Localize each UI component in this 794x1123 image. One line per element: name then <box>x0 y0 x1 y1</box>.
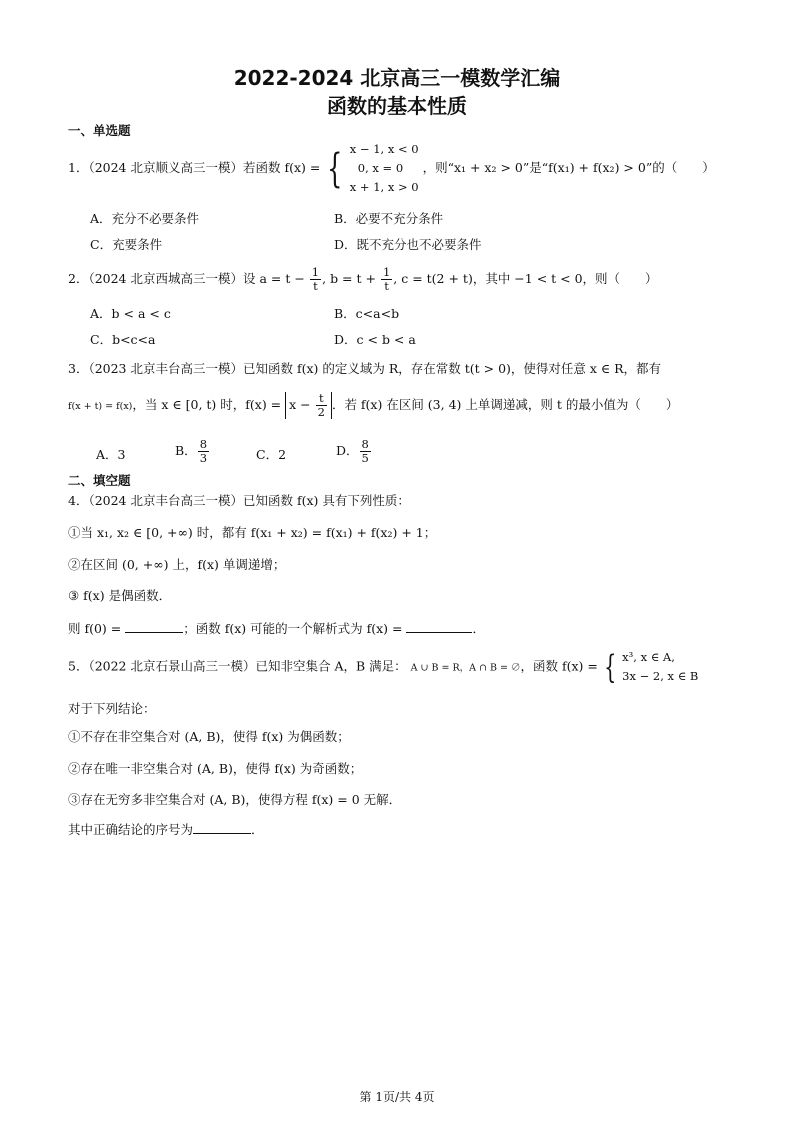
q1-option-b[interactable]: B．必要不充分条件 <box>334 211 444 226</box>
question-5-conclusion-2: ②存在唯一非空集合对 (A, B)，使得 f(x) 为奇函数； <box>68 761 363 776</box>
question-5-ask: 其中正确结论的序号为 ． <box>68 822 264 837</box>
question-3-text: ，当 x ∈ [0, t) 时，f(x) = <box>132 397 282 412</box>
question-1-prefix: 1．（2024 北京顺义高三一模）若函数 f(x) = <box>68 160 321 175</box>
q3-option-c[interactable]: C．2 <box>256 447 287 462</box>
fraction: $\frac{1}{t}$ <box>382 265 391 293</box>
fraction: $\frac{8}{5}$ <box>361 437 369 465</box>
question-4-ask: 则 f(0) = ；函数 f(x) 可能的一个解析式为 f(x) = ． <box>68 621 485 636</box>
case-1: x³, x ∈ A, <box>622 650 675 664</box>
absolute-value: x − $\frac{t}{2}$ <box>285 392 332 419</box>
q3-option-d[interactable]: D． $\frac{8}{5}$ <box>336 437 369 465</box>
section-heading-fill-blank: 二、填空题 <box>68 473 131 488</box>
q1-option-a[interactable]: A．充分不必要条件 <box>90 211 200 226</box>
question-4-property-1: ①当 x₁, x₂ ∈ [0, +∞) 时，都有 f(x₁ + x₂) = f(x₁) + f(x₂) + 1； <box>68 525 437 540</box>
q2-option-c[interactable]: C．b<c<a <box>90 332 156 347</box>
question-2-mid: , b = t + <box>322 271 376 286</box>
brace-symbol: { <box>327 145 343 192</box>
fraction: $\frac{8}{3}$ <box>199 437 208 465</box>
question-5-prefix: 5．（2022 北京石景山高三一模）已知非空集合 A，B 满足： <box>68 658 407 674</box>
q2-option-b[interactable]: B．c<a<b <box>334 306 400 321</box>
question-2-prefix: 2．（2024 北京西城高三一模）设 a = t − <box>68 271 305 286</box>
page-subtitle: 函数的基本性质 <box>327 94 467 118</box>
question-2-stem <box>68 266 658 293</box>
piecewise-cases <box>350 140 419 197</box>
question-1-suffix: ，则“x₁ + x₂ > 0”是“f(x₁) + f(x₂) > 0”的（ ） <box>422 160 715 175</box>
page-footer: 第 1页/共 4页 <box>359 1090 435 1104</box>
piecewise-cases <box>622 648 698 686</box>
q3-option-b[interactable]: B． $\frac{8}{3}$ <box>175 437 208 465</box>
question-4-property-2: ②在区间 (0, +∞) 上，f(x) 单调递增； <box>68 557 286 572</box>
question-5-intro: 对于下列结论： <box>68 701 156 716</box>
answer-blank[interactable] <box>406 620 472 633</box>
set-condition: A ∪ B = R，A ∩ B = ∅ <box>410 662 521 674</box>
section-heading-single-choice: 一、单选题 <box>68 123 131 138</box>
brace-symbol: { <box>603 648 617 686</box>
question-3-text-end: ．若 f(x) 在区间 (3, 4) 上单调递减，则 t 的最小值为（ ） <box>331 397 679 412</box>
answer-blank[interactable] <box>125 620 183 633</box>
case-2: 3x − 2, x ∈ B <box>622 669 699 683</box>
case-2: 0, x = 0 <box>357 161 404 175</box>
q2-option-a[interactable]: A．b < a < c <box>90 306 171 321</box>
question-5-conclusion-1: ①不存在非空集合对 (A, B)，使得 f(x) 为偶函数； <box>68 729 350 744</box>
q1-option-d[interactable]: D．既不充分也不必要条件 <box>334 237 482 252</box>
case-1: x − 1, x < 0 <box>349 142 419 156</box>
q3-option-a[interactable]: A．3 <box>96 447 126 462</box>
question-1-stem <box>68 140 715 197</box>
q2-option-d[interactable]: D．c < b < a <box>334 332 416 347</box>
q1-option-c[interactable]: C．充要条件 <box>90 237 163 252</box>
page-title: 2022-2024 北京高三一模数学汇编 <box>233 66 561 90</box>
answer-blank[interactable] <box>193 821 251 834</box>
fraction: $\frac{1}{t}$ <box>311 265 320 293</box>
question-4-intro: 4．（2024 北京丰台高三一模）已知函数 f(x) 具有下列性质： <box>68 493 410 508</box>
question-5-conclusion-3: ③存在无穷多非空集合对 (A, B)，使得方程 f(x) = 0 无解． <box>68 792 402 807</box>
question-4-property-3: ③ f(x) 是偶函数． <box>68 588 172 603</box>
question-3-line-2 <box>68 392 678 419</box>
question-5-stem: 5．（2022 北京石景山高三一模）已知非空集合 A，B 满足： A ∪ B = R，A ∩ B = ∅，函数 f(x) = { x³, x ∈ A, 3x − 2, x ∈ B <box>68 648 699 686</box>
case-3: x + 1, x > 0 <box>349 180 419 194</box>
periodic-condition: f(x + t) = f(x) <box>68 401 133 412</box>
fraction: $\frac{t}{2}$ <box>317 391 325 419</box>
question-3-line-1: 3．（2023 北京丰台高三一模）已知函数 f(x) 的定义域为 R，存在常数 t(t > 0)，使得对任意 x ∈ R，都有 <box>68 361 662 376</box>
question-2-suffix: , c = t(2 + t)，其中 −1 < t < 0，则（ ） <box>393 271 658 286</box>
